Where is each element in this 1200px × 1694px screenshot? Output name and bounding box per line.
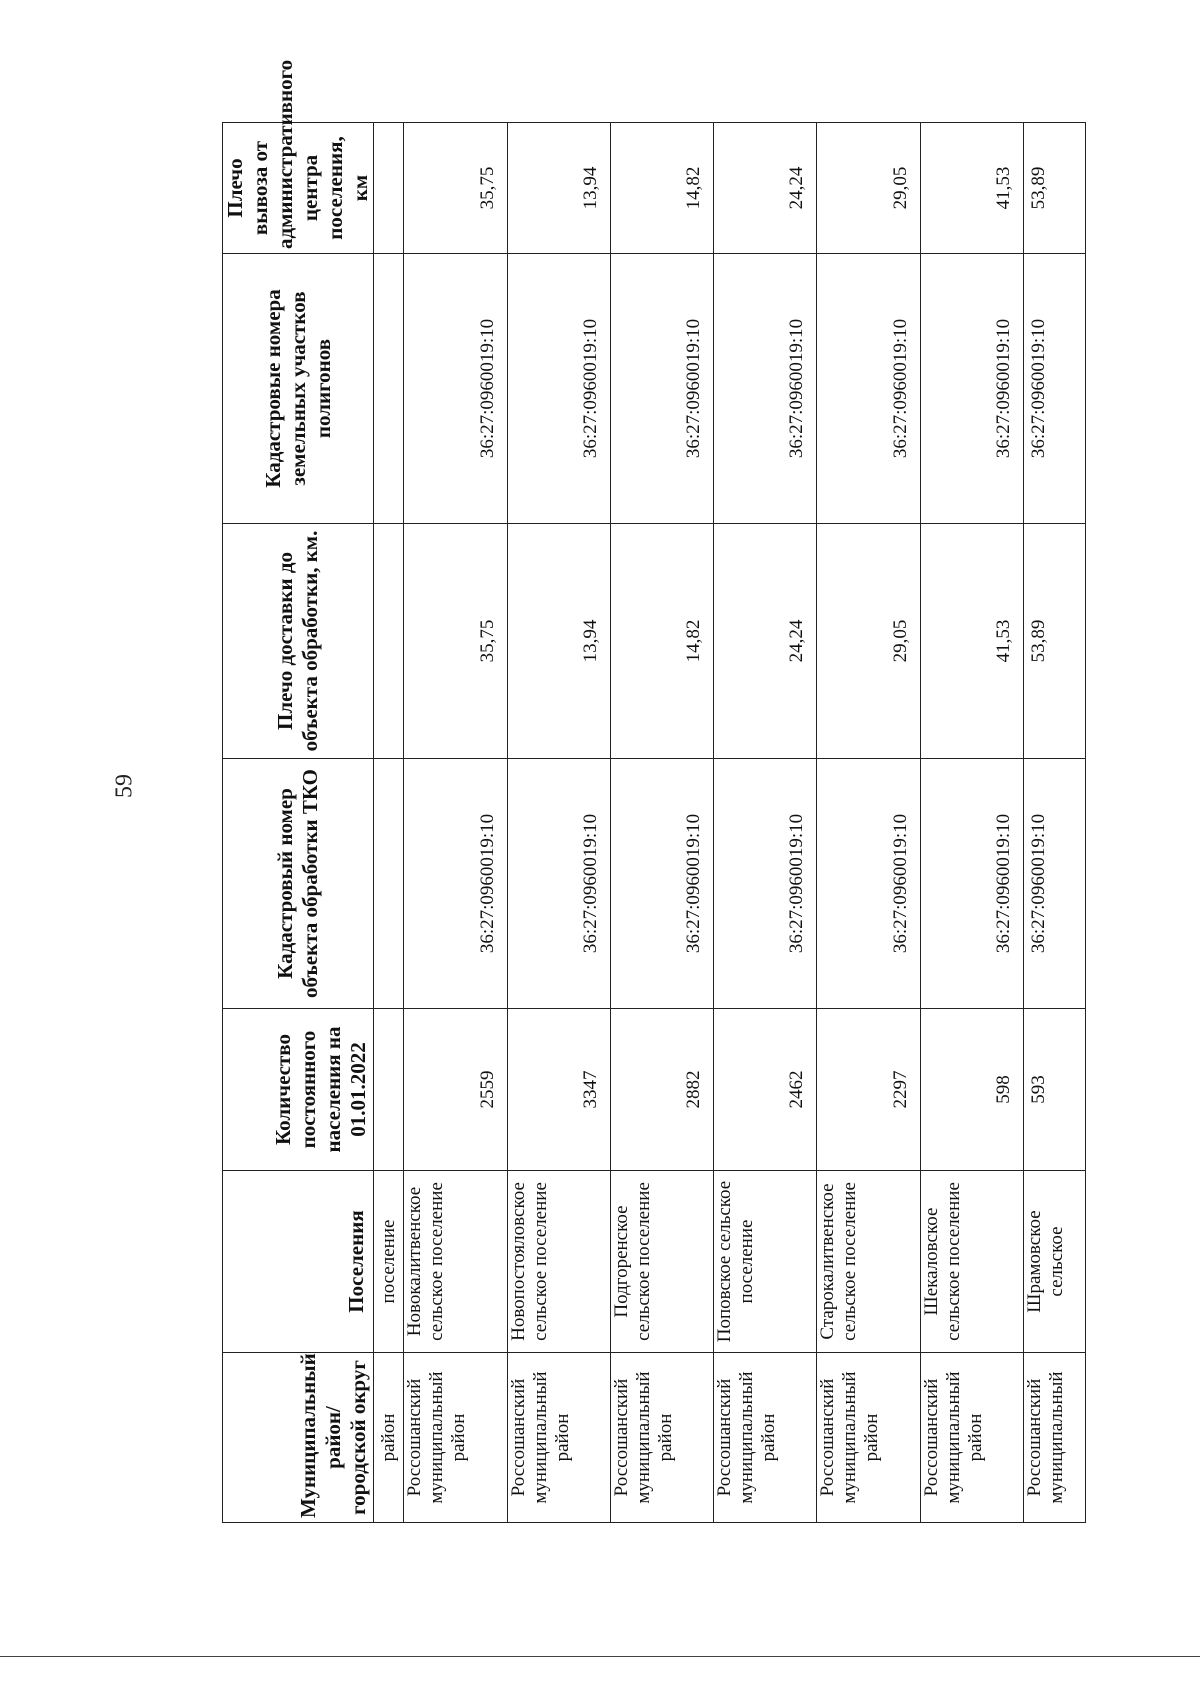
rotated-table-wrapper: [222, 59, 1086, 1523]
carry-empty-5: [374, 123, 404, 254]
cell-removal-distance: 53,89: [1023, 123, 1085, 254]
carry-empty-1: [374, 1009, 404, 1171]
cell-removal-distance: 29,05: [817, 123, 920, 254]
cell-municipality: Россошанский муниципальный район: [920, 1353, 1023, 1523]
cell-municipality: Россошанский муниципальный район: [714, 1353, 817, 1523]
carry-over-row: [374, 123, 404, 1523]
cell-municipality: Россошанский муниципальный район: [404, 1353, 507, 1523]
cell-removal-distance: 24,24: [714, 123, 817, 254]
page-number: 59: [111, 774, 138, 798]
carry-empty-2: [374, 759, 404, 1009]
cell-settlement: Шекаловское сельское поселение: [920, 1171, 1023, 1353]
cell-municipality: Россошанский муниципальный район: [610, 1353, 713, 1523]
header-delivery-distance: Плечо доставки до объекта обработки, км.: [223, 524, 374, 759]
carry-empty-4: [374, 254, 404, 524]
cell-settlement: Поповское сельское поселение: [714, 1171, 817, 1353]
cell-municipality: Россошанский муниципальный: [1023, 1353, 1085, 1523]
cell-population: 2297: [817, 1009, 920, 1171]
header-population: Количество постоянного населения на 01.01.2022: [223, 1009, 374, 1171]
cell-population: 2462: [714, 1009, 817, 1171]
cell-removal-distance: 13,94: [507, 123, 610, 254]
cell-cadastral-landfills: 36:27:0960019:10: [404, 254, 507, 524]
cell-cadastral-landfills: 36:27:0960019:10: [714, 254, 817, 524]
header-cadastral-landfills: Кадастровые номера земельных участков полигонов: [223, 254, 374, 524]
table-row: [404, 123, 507, 1523]
cell-population: 598: [920, 1009, 1023, 1171]
carry-municipality: район: [374, 1353, 404, 1523]
table-row: [610, 123, 713, 1523]
cell-delivery-distance: 14,82: [610, 524, 713, 759]
waste-transport-table: [222, 59, 1086, 1523]
cell-cadastral-processing: 36:27:0960019:10: [610, 759, 713, 1009]
cell-cadastral-landfills: 36:27:0960019:10: [817, 254, 920, 524]
cell-cadastral-processing: 36:27:0960019:10: [404, 759, 507, 1009]
cell-cadastral-processing: 36:27:0960019:10: [920, 759, 1023, 1009]
header-removal-distance: Плечо вывоза от административного центра поселения, км: [223, 123, 374, 254]
header-settlement: Поселения: [223, 1171, 374, 1353]
carry-empty-3: [374, 524, 404, 759]
cell-removal-distance: 35,75: [404, 123, 507, 254]
cell-cadastral-processing: 36:27:0960019:10: [817, 759, 920, 1009]
cell-delivery-distance: 13,94: [507, 524, 610, 759]
cell-cadastral-processing: 36:27:0960019:10: [507, 759, 610, 1009]
table-row: [920, 123, 1023, 1523]
header-row: [223, 123, 374, 1523]
cell-settlement: Новокалитвенское сельское поселение: [404, 1171, 507, 1353]
scan-edge-line: [0, 1656, 1200, 1657]
cell-settlement: Подгоренское сельское поселение: [610, 1171, 713, 1353]
cell-population: 2559: [404, 1009, 507, 1171]
cell-cadastral-landfills: 36:27:0960019:10: [610, 254, 713, 524]
cell-settlement: Старокалитвенское сельское поселение: [817, 1171, 920, 1353]
cell-population: 3347: [507, 1009, 610, 1171]
cell-delivery-distance: 41,53: [920, 524, 1023, 759]
cell-population: 593: [1023, 1009, 1085, 1171]
cell-settlement: Шрамовское сельское: [1023, 1171, 1085, 1353]
cell-removal-distance: 14,82: [610, 123, 713, 254]
cell-delivery-distance: 24,24: [714, 524, 817, 759]
cell-municipality: Россошанский муниципальный район: [507, 1353, 610, 1523]
cell-delivery-distance: 53,89: [1023, 524, 1085, 759]
cell-removal-distance: 41,53: [920, 123, 1023, 254]
cell-cadastral-landfills: 36:27:0960019:10: [507, 254, 610, 524]
cell-settlement: Новопостояловское сельское поселение: [507, 1171, 610, 1353]
cell-cadastral-processing: 36:27:0960019:10: [714, 759, 817, 1009]
table-row: [1023, 123, 1085, 1523]
header-municipality: Муниципальный район/ городской округ: [223, 1353, 374, 1523]
cell-cadastral-landfills: 36:27:0960019:10: [1023, 254, 1085, 524]
carry-settlement: поселение: [374, 1171, 404, 1353]
cell-municipality: Россошанский муниципальный район: [817, 1353, 920, 1523]
cell-delivery-distance: 29,05: [817, 524, 920, 759]
cell-delivery-distance: 35,75: [404, 524, 507, 759]
table-row: [714, 123, 817, 1523]
cell-cadastral-processing: 36:27:0960019:10: [1023, 759, 1085, 1009]
table-row: [817, 123, 920, 1523]
cell-cadastral-landfills: 36:27:0960019:10: [920, 254, 1023, 524]
header-cadastral-processing: Кадастровый номер объекта обработки ТКО: [223, 759, 374, 1009]
table-row: [507, 123, 610, 1523]
cell-population: 2882: [610, 1009, 713, 1171]
